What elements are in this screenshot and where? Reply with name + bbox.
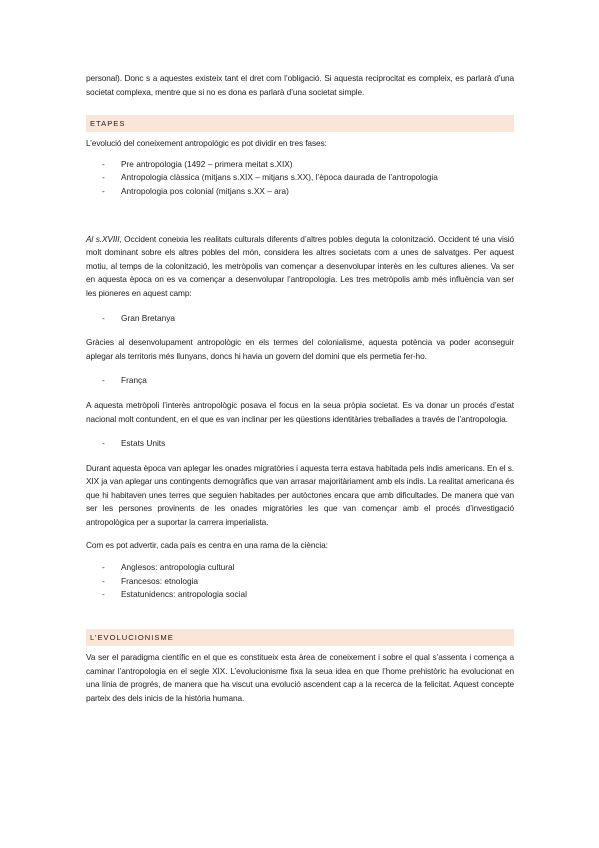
- phases-lead: L’evolució del coneixement antropològic es pot dividir en tres fases:: [86, 138, 327, 149]
- section-heading-etapes: [86, 115, 514, 132]
- list-item: - Gran Bretanya: [86, 312, 514, 326]
- section-title: L’EVOLUCIONISME: [90, 633, 174, 643]
- bullet-dash: -: [102, 575, 105, 586]
- section-heading-evolucionisme: [86, 629, 514, 646]
- colonial-paragraph: Al s.XVIII, Occident coneixia les realitats culturals diferents d’altres pobles deguta la colonització. Occident té una visió molt dominant sobre els altres pobles del món, considera les altres societats com a unes de salvatges. Per aquest motiu, al temps de la colonització, les metròpolis van començar a desenvolupar interès en les cultures alienes. Va ser en aquesta època on es va començar a desenvolupar l’antropologia. Les tres metròpolis amb més influència van ser les pioneres en aquest camp:: [86, 233, 515, 298]
- evolucionisme-paragraph: Va ser el paradigma científic en el que es constitueix esta àrea de coneixement i sobre el qual s’assenta i comença a caminar l’antropologia en el segle XIX. L’evolucionisme fixa la seua idea en que l’home prehistòric ha evolucionat en una línia de progrés, de manera que ha viscut una evolució ascendent cap a la recerca de la felicitat. Aquest concepte parteix des dels inicis de la història humana.: [86, 652, 514, 703]
- section-title: ETAPES: [90, 119, 126, 129]
- page-content: [86, 72, 514, 705]
- list-item: - Francesos: etnologia: [86, 575, 514, 589]
- bullet-dash: -: [102, 438, 105, 449]
- list-item: - Anglesos: antropologia cultural: [86, 561, 514, 575]
- century-italic: Al s.XVIII: [86, 233, 120, 244]
- bullet-dash: -: [102, 158, 105, 169]
- intro-paragraph: personal). Donc s a aquestes existeix tant el dret com l’obligació. Si aquesta reciprocitat es compleix, es parlarà d’una societat complexa, mentre que si no es dona es parlarà d’una societat simple.: [86, 73, 514, 97]
- list-item: - Pre antropologia (1492 – primera meitat s.XIX): [86, 158, 514, 172]
- country-gb: [86, 312, 514, 326]
- bullet-dash: -: [102, 562, 105, 573]
- country-us: [86, 437, 514, 451]
- country-paragraph: Gràcies al desenvolupament antropològic en els termes del colonialisme, aquesta potència va poder aconseguir aplegar als territoris més llunyans, doncs hi havia un govern del domini que els permetia fer-ho.: [86, 337, 514, 361]
- bullet-dash: -: [102, 172, 105, 183]
- phases-list: [86, 158, 514, 199]
- list-item: - Estatunidencs: antropologia social: [86, 588, 514, 602]
- list-item: - Estats Units: [86, 437, 514, 451]
- list-item: - Antropologia pos colonial (mitjans s.XX – ara): [86, 185, 514, 199]
- country-paragraph: Durant aquesta època van aplegar les onades migratòries i aquesta terra estava habitada pels indis americans. En el s. XIX ja van aplegar uns contingents demogràfics que van arrasar majoritàriament amb els indis. La realitat americana és que hi habitaven unes terres que seguien habitades per autòctones encara que amb dificultades. De manera que van ser les persones provinents de les onades migratòries les que van començar amb el procés d’investigació antropològica per a suportar la carrera imperialista.: [86, 462, 514, 528]
- bullet-dash: -: [102, 375, 105, 386]
- bullet-dash: -: [102, 185, 105, 196]
- bullet-dash: -: [102, 312, 105, 323]
- list-item: - Antropologia clàssica (mitjans s.XIX – mitjans s.XX), l’època daurada de l’antropologia: [86, 171, 514, 185]
- branches-list: [86, 561, 514, 602]
- country-paragraph: A aquesta metròpoli l’interès antropològic posava el focus en la seua pròpia societat. Es va donar un procés d’estat nacional molt contundent, en el que es van inclinar per les qüestions identitàries treballades a través de l’antropologia.: [86, 399, 514, 424]
- bullet-dash: -: [102, 589, 105, 600]
- list-item: - França: [86, 374, 514, 388]
- country-fr: [86, 374, 514, 388]
- branches-lead: Com es pot advertir, cada país es centra en una rama de la ciència:: [86, 539, 328, 550]
